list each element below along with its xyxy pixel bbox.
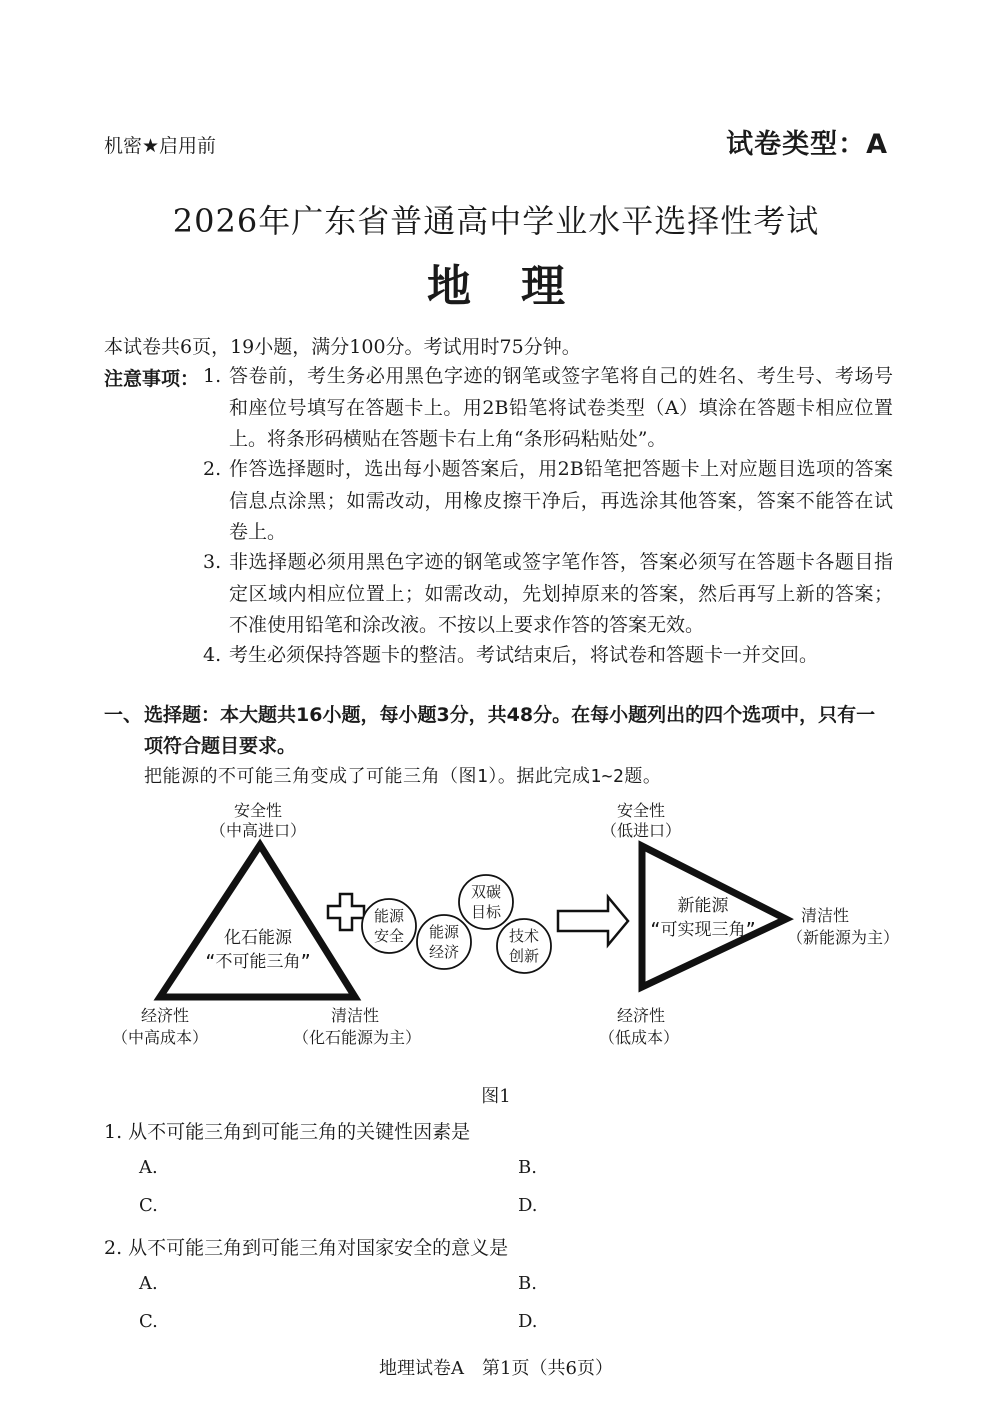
notice-text: 非选择题必须用黑色字迹的钢笔或签字笔作答，答案必须写在答题卡各题目指定区域内相应位置上；如需改动，先划掉原来的答案，然后再写上新的答案；不准使用铅笔和涂改液。不按以上要求作答的答案无效。 — [229, 551, 893, 636]
option-c: C. — [139, 1311, 158, 1332]
exam-title: 2026年广东省普通高中学业水平选择性考试 — [172, 202, 820, 240]
notice-number: 2. — [203, 458, 222, 480]
notice-number: 4. — [203, 644, 222, 666]
notice-item — [203, 547, 893, 642]
right-center-line1: 新能源 — [677, 896, 729, 916]
section-heading — [104, 700, 892, 762]
circle-text: 能源 — [428, 923, 460, 941]
section-instructions: 选择题：本大题共16小题，每小题3分，共48分。在每小题列出的四个选项中，只有一项符合题目要求。 — [144, 704, 876, 757]
section-number: 一、 — [104, 704, 143, 726]
notice-text: 作答选择题时，选出每小题答案后，用2B铅笔把答题卡上对应题目选项的答案信息点涂黑；如需改动，用橡皮擦干净后，再选涂其他答案，答案不能答在试卷上。 — [229, 458, 893, 543]
option-c: C. — [139, 1195, 158, 1216]
notice-item — [203, 454, 893, 549]
option-d: D. — [518, 1311, 538, 1332]
option-d: D. — [518, 1195, 538, 1216]
left-bottom-left-sub: （中高成本） — [111, 1028, 209, 1047]
right-top-sub: （低进口） — [600, 821, 682, 840]
right-center-line2: “可实现三角” — [650, 920, 756, 940]
question-stem: 2. 从不可能三角到可能三角对国家安全的意义是 — [104, 1237, 509, 1259]
confidential-label: 机密★启用前 — [104, 135, 217, 157]
arrow-right-icon — [558, 897, 628, 945]
notice-number: 3. — [203, 551, 222, 573]
right-right-label: 清洁性 — [800, 906, 850, 925]
question-stem: 1. 从不可能三角到可能三角的关键性因素是 — [104, 1121, 471, 1143]
option-a: A. — [139, 1157, 158, 1178]
page-footer: 地理试卷A 第1页（共6页） — [379, 1358, 613, 1379]
possible-triangle — [642, 846, 786, 987]
circle-text: 技术 — [508, 927, 540, 945]
notice-item — [203, 640, 893, 672]
right-right-sub: （新能源为主） — [786, 928, 900, 947]
left-top-label: 安全性 — [233, 801, 283, 820]
exam-intro: 本试卷共6页，19小题，满分100分。考试用时75分钟。 — [104, 336, 581, 358]
circle-text: 创新 — [508, 947, 540, 965]
figure-1 — [100, 790, 900, 1065]
left-bottom-right-sub: （化石能源为主） — [292, 1028, 422, 1047]
notice-item — [203, 361, 893, 456]
circle-text: 能源 — [373, 907, 405, 925]
circle-text: 经济 — [428, 943, 460, 961]
paper-type-label: 试卷类型：A — [726, 129, 888, 160]
figure-caption: 图1 — [481, 1086, 511, 1107]
option-b: B. — [518, 1273, 537, 1294]
plus-icon — [328, 894, 364, 930]
notice-number: 1. — [203, 365, 222, 387]
right-bottom-sub: （低成本） — [598, 1028, 680, 1047]
right-bottom-label: 经济性 — [616, 1006, 666, 1025]
subject-title: 地理 — [427, 261, 615, 312]
left-center-line1: 化石能源 — [224, 928, 292, 948]
question-intro: 把能源的不可能三角变成了可能三角（图1）。据此完成1~2题。 — [144, 766, 662, 787]
right-top-label: 安全性 — [616, 801, 666, 820]
left-bottom-left-label: 经济性 — [140, 1006, 190, 1025]
left-bottom-right-label: 清洁性 — [330, 1006, 380, 1025]
option-b: B. — [518, 1157, 537, 1178]
left-top-sub: （中高进口） — [209, 821, 307, 840]
circle-text: 目标 — [470, 903, 502, 921]
notice-text: 答卷前，考生务必用黑色字迹的钢笔或签字笔将自己的姓名、考生号、考场号和座位号填写在答题卡上。用2B铅笔将试卷类型（A）填涂在答题卡相应位置上。将条形码横贴在答题卡右上角“条形码粘贴处”。 — [229, 365, 893, 450]
impossible-triangle — [160, 845, 355, 997]
left-center-line2: “不可能三角” — [205, 952, 311, 972]
notice-text: 考生必须保持答题卡的整洁。考试结束后，将试卷和答题卡一并交回。 — [229, 644, 819, 666]
option-a: A. — [139, 1273, 158, 1294]
circle-text: 安全 — [373, 927, 405, 945]
circle-text: 双碳 — [470, 883, 502, 901]
notes-label: 注意事项： — [104, 368, 200, 390]
